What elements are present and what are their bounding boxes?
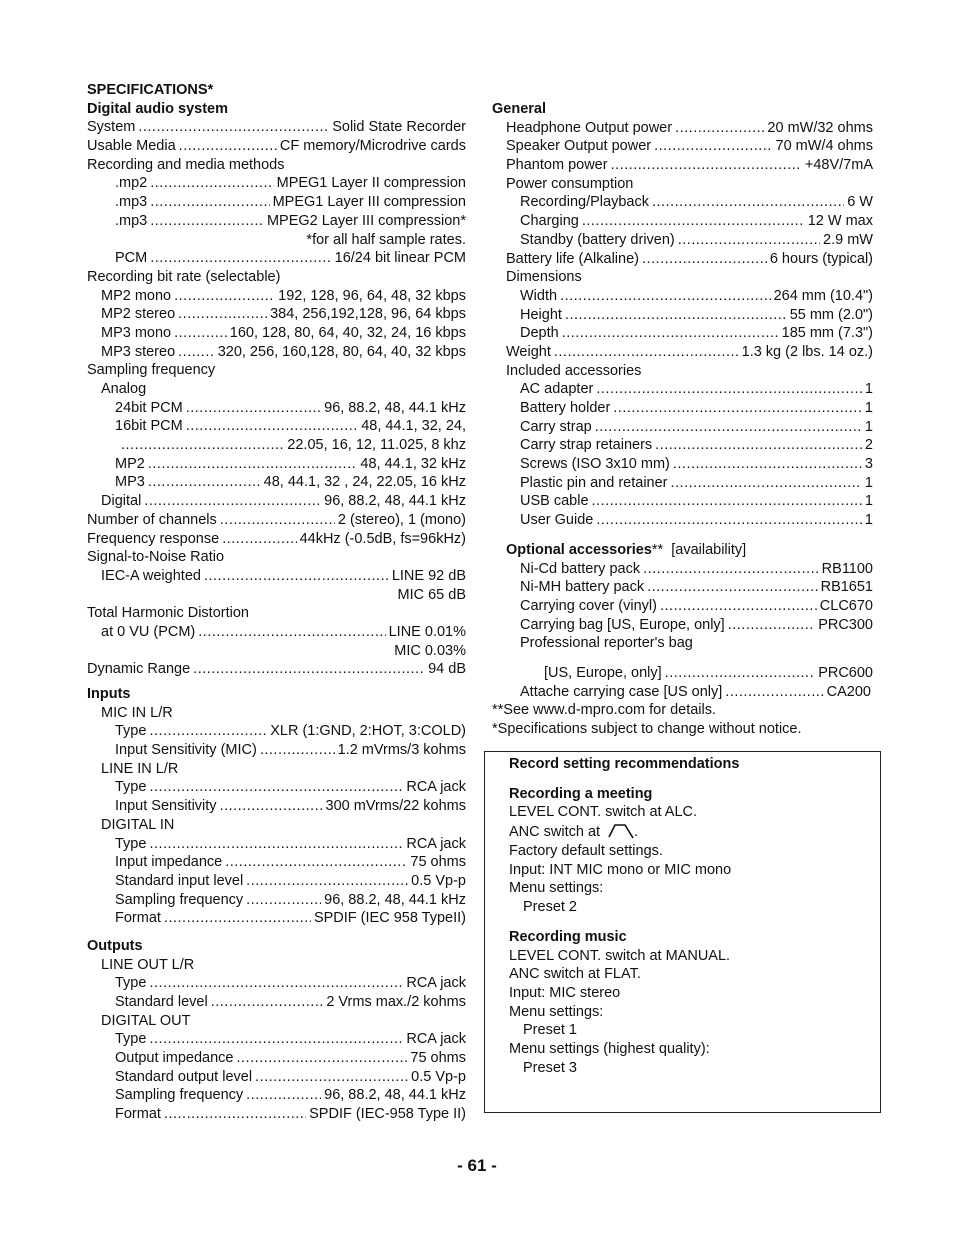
- list-item: Ni-MH battery pack ..... RB1651: [492, 578, 873, 597]
- spec-label: DIGITAL IN: [101, 816, 175, 833]
- inputs-heading: Inputs: [87, 686, 131, 702]
- spec-row: Frequency response ..... 44kHz (-0.5dB, fs=96kHz): [87, 530, 466, 549]
- spec-row: Type ..... RCA jack: [87, 835, 466, 854]
- spec-label: Dimensions: [506, 269, 582, 286]
- spec-label: Recording bit rate (selectable): [87, 268, 281, 285]
- spec-row: Speaker Output power ..... 70 mW/4 ohms: [492, 137, 873, 156]
- spec-row: Battery life (Alkaline) ..... 6 hours (typical): [492, 250, 873, 269]
- music-level: LEVEL CONT. switch at MANUAL.: [509, 947, 731, 964]
- spec-row: MP3 mono ..... 160, 128, 80, 64, 40, 32, 24, 16 kbps: [87, 324, 466, 343]
- spec-label: MIC IN L/R: [101, 704, 173, 721]
- spec-label: Power consumption: [506, 175, 634, 192]
- spec-row: MP2 stereo ..... 384, 256,192,128, 96, 64 kbps: [87, 305, 466, 324]
- spec-row: Sampling frequency ..... 96, 88.2, 48, 44.1 kHz: [87, 1086, 466, 1105]
- spec-row: .mp2 ..... MPEG1 Layer II compression: [87, 174, 466, 193]
- meeting-input: Input: INT MIC mono or MIC mono: [509, 861, 732, 878]
- left-column: [87, 81, 466, 1124]
- outputs-heading: Outputs: [87, 937, 143, 954]
- spec-value: MIC 0.03%: [394, 642, 466, 659]
- spec-label: Recording and media methods: [87, 156, 285, 173]
- meeting-menu: Menu settings:: [509, 880, 604, 897]
- spec-row: Dynamic Range ..... 94 dB: [87, 660, 466, 679]
- spec-row: Format ..... SPDIF (IEC-958 Type II): [87, 1105, 466, 1124]
- spec-row: Type ..... XLR (1:GND, 2:HOT, 3:COLD): [87, 722, 466, 741]
- spec-row: Usable Media ..... CF memory/Microdrive cards: [87, 137, 466, 156]
- spec-row: Input Sensitivity ..... 300 mVrms/22 kohms: [87, 797, 466, 816]
- spec-label: Analog: [101, 381, 147, 397]
- list-item: Carry strap retainers ..... 2: [492, 436, 873, 455]
- list-item: Carrying bag [US, Europe, only] ..... PRC300: [492, 616, 873, 635]
- music-anc: ANC switch at FLAT.: [509, 966, 641, 983]
- music-menu-hq: Menu settings (highest quality):: [509, 1040, 710, 1057]
- recommendations-box: [484, 751, 881, 1113]
- spec-label: DIGITAL OUT: [101, 1012, 191, 1029]
- recommendations-heading: Record setting recommendations: [509, 756, 740, 772]
- spec-label: Included accessories: [506, 362, 642, 379]
- spec-row: .mp3 ..... MPEG2 Layer III compression*: [87, 212, 466, 231]
- list-item: Ni-Cd battery pack ..... RB1100: [492, 560, 873, 579]
- spec-row: at 0 VU (PCM) ..... LINE 0.01%: [87, 623, 466, 642]
- music-menu: Menu settings:: [509, 1003, 604, 1020]
- spec-row: Phantom power ..... +48V/7mA: [492, 156, 873, 175]
- spec-label: Professional reporter's bag: [520, 635, 693, 652]
- music-heading: Recording music: [509, 928, 627, 945]
- spec-row: MP3 stereo ..... 320, 256, 160,128, 80, 64, 40, 32 kbps: [87, 343, 466, 362]
- spec-row: Type ..... RCA jack: [87, 778, 466, 797]
- list-item: User Guide ..... 1: [492, 511, 873, 530]
- spec-row: .mp3 ..... MPEG1 Layer III compression: [87, 193, 466, 212]
- meeting-factory: Factory default settings.: [509, 843, 663, 860]
- optional-heading: Optional accessories** [availability]: [506, 541, 747, 558]
- spec-row: Input Sensitivity (MIC) ..... 1.2 mVrms/3 kohms: [87, 741, 466, 760]
- spec-row: IEC-A weighted ..... LINE 92 dB: [87, 567, 466, 586]
- spec-label: LINE IN L/R: [101, 760, 179, 777]
- music-input: Input: MIC stereo: [509, 984, 621, 1001]
- spec-label: LINE OUT L/R: [101, 956, 195, 973]
- spec-row: PCM ..... 16/24 bit linear PCM: [87, 249, 466, 268]
- spec-row: Depth ..... 185 mm (7.3"): [492, 324, 873, 343]
- list-item: AC adapter ..... 1: [492, 380, 873, 399]
- spec-row: MP2 mono ..... 192, 128, 96, 64, 48, 32 kbps: [87, 287, 466, 306]
- spec-row: Headphone Output power ..... 20 mW/32 ohms: [492, 119, 873, 138]
- list-item: Carry strap ..... 1: [492, 418, 873, 437]
- music-preset-hq: Preset 3: [523, 1059, 577, 1076]
- spec-row: Number of channels ..... 2 (stereo), 1 (mono): [87, 511, 466, 530]
- spec-row: Type ..... RCA jack: [87, 1030, 466, 1049]
- list-item: USB cable ..... 1: [492, 492, 873, 511]
- spec-row: Digital ..... 96, 88.2, 48, 44.1 kHz: [87, 492, 466, 511]
- spec-row: 16bit PCM ..... 48, 44.1, 32, 24,: [87, 417, 466, 436]
- spec-row: Standard level ..... 2 Vrms max./2 kohms: [87, 993, 466, 1012]
- spec-row: MP2 ..... 48, 44.1, 32 kHz: [87, 455, 466, 474]
- spec-row: Height ..... 55 mm (2.0"): [492, 306, 873, 325]
- spec-value: MIC 65 dB: [397, 586, 466, 603]
- spec-row: Type ..... RCA jack: [87, 974, 466, 993]
- music-preset: Preset 1: [523, 1022, 577, 1039]
- spec-row: Width ..... 264 mm (10.4"): [492, 287, 873, 306]
- spec-label: Signal-to-Noise Ratio: [87, 549, 225, 566]
- general-heading: General: [492, 101, 546, 117]
- right-column: [492, 100, 873, 739]
- meeting-level: LEVEL CONT. switch at ALC.: [509, 804, 698, 821]
- spec-row: Standard output level ..... 0.5 Vp-p: [87, 1068, 466, 1087]
- spec-label: Sampling frequency: [87, 362, 216, 379]
- spec-row: Standard input level ..... 0.5 Vp-p: [87, 872, 466, 891]
- list-item: Battery holder ..... 1: [492, 399, 873, 418]
- spec-row: MP3 ..... 48, 44.1, 32 , 24, 22.05, 16 kHz: [87, 473, 466, 492]
- spec-row: Charging ..... 12 W max: [492, 212, 873, 231]
- spec-row: 24bit PCM ..... 96, 88.2, 48, 44.1 kHz: [87, 399, 466, 418]
- spec-row: System ..... Solid State Recorder: [87, 118, 466, 137]
- spec-row: Recording/Playback ..... 6 W: [492, 193, 873, 212]
- spec-row: Sampling frequency ..... 96, 88.2, 48, 44.1 kHz: [87, 891, 466, 910]
- list-item: Screws (ISO 3x10 mm) ..... 3: [492, 455, 873, 474]
- footnote: **See www.d-mpro.com for details.: [492, 702, 717, 719]
- spec-row: ..... 22.05, 16, 12, 11.025, 8 khz: [87, 436, 466, 455]
- spec-label: Total Harmonic Distortion: [87, 605, 249, 622]
- digital-audio-heading: Digital audio system: [87, 100, 229, 117]
- footnote: *Specifications subject to change without notice.: [492, 721, 802, 737]
- meeting-heading: Recording a meeting: [509, 785, 653, 802]
- list-item: Attache carrying case [US only] ..... CA200: [492, 683, 873, 702]
- spec-row: Output impedance ..... 75 ohms: [87, 1049, 466, 1068]
- spec-row: Standby (battery driven) ..... 2.9 mW: [492, 231, 873, 250]
- page-number: - 61 -: [457, 1156, 497, 1175]
- spec-row: Input impedance ..... 75 ohms: [87, 853, 466, 872]
- list-item: Plastic pin and retainer ..... 1: [492, 474, 873, 493]
- spec-row: Weight ..... 1.3 kg (2 lbs. 14 oz.): [492, 343, 873, 362]
- list-item: [US, Europe, only] ..... PRC600: [492, 664, 873, 683]
- spec-note: *for all half sample rates.: [306, 231, 466, 248]
- spec-row: Format ..... SPDIF (IEC 958 TypeII): [87, 909, 466, 928]
- specs-title: SPECIFICATIONS*: [87, 82, 214, 98]
- meeting-anc: ANC switch at .: [509, 822, 880, 842]
- list-item: Carrying cover (vinyl) ..... CLC670: [492, 597, 873, 616]
- meeting-preset: Preset 2: [523, 899, 577, 916]
